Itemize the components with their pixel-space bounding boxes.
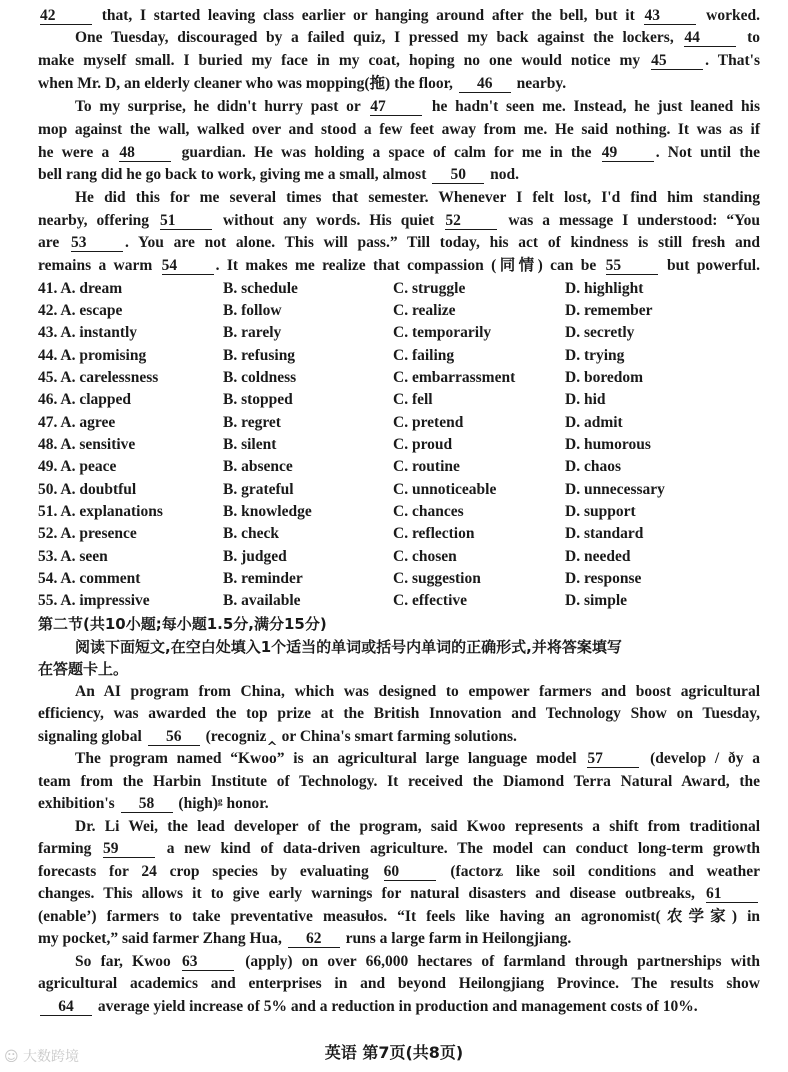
blank-60: 60: [384, 863, 436, 881]
blank-62: 62: [288, 930, 340, 948]
blank-63: 63: [182, 953, 234, 971]
section-instruction: 在答题卡上。: [38, 660, 129, 678]
watermark: ☺ 大数跨境: [4, 1049, 80, 1065]
page-footer: 英语 第7页(共8页): [324, 1043, 464, 1062]
options-row: 49. A. peace B. absence C. routine D. chaos: [38, 458, 621, 475]
blank-47: 47: [370, 98, 422, 116]
passage-line: nearby, offering 51 without any words. His quiet 52 was a message I understood: “You: [38, 212, 760, 229]
passage2-line: Dr. Li Wei, the lead developer of the program, said Kwoo represents a shift from traditional: [75, 818, 760, 835]
blank-57: 57: [587, 750, 639, 768]
options-row: 45. A. carelessness B. coldness C. embarrassment D. boredom: [38, 369, 644, 386]
blank-56: 56: [148, 728, 200, 746]
options-row: 50. A. doubtful B. grateful C. unnoticeable D. unnecessary: [38, 481, 665, 498]
passage2-line: team from the Harbin Institute of Technology. It received the Diamond Terra Natural Award, the: [38, 773, 760, 790]
passage2-line: exhibition's 58 (high)ᵍ honor.: [38, 795, 269, 812]
blank-52: 52: [445, 212, 497, 230]
blank-51: 51: [160, 212, 212, 230]
passage2-line: forecasts for 24 crop species by evaluating 60 (factorʑ like soil conditions and weather: [38, 863, 760, 880]
blank-53: 53: [71, 234, 123, 252]
options-row: 52. A. presence B. check C. reflection D. standard: [38, 525, 644, 542]
options-row: 41. A. dream B. schedule C. struggle D. highlight: [38, 280, 644, 297]
passage-line: To my surprise, he didn't hurry past or 47 he hadn't seen me. Instead, he just leaned his: [75, 98, 760, 115]
options-row: 46. A. clapped B. stopped C. fell D. hid: [38, 391, 606, 408]
blank-45: 45: [651, 52, 703, 70]
blank-48: 48: [119, 144, 171, 162]
passage2-line: The program named “Kwoo” is an agricultural large language model 57 (develop / ðy a: [75, 750, 760, 767]
passage-line: He did this for me several times that semester. Whenever I felt lost, I'd find him standing: [75, 189, 760, 206]
blank-54: 54: [162, 257, 214, 275]
blank-44: 44: [684, 29, 736, 47]
passage2-line: changes. This allows it to give early warnings for natural disasters and disease outbreaks, 61: [38, 884, 760, 904]
passage2-line: farming 59 a new kind of data-driven agriculture. The model can conduct long-term growth: [38, 840, 760, 857]
blank-59: 59: [103, 840, 155, 858]
passage2-line: (enableʼ) farmers to take preventative measułos. “It feels like having an agronomist(农学家) in: [38, 908, 760, 925]
blank-49: 49: [602, 144, 654, 162]
passage2-line: 64 average yield increase of 5% and a reduction in production and management costs of 10%.: [38, 997, 760, 1017]
blank-42: 42: [40, 7, 92, 25]
passage2-line: agricultural academics and enterprises in and beyond Heilongjiang Province. The results show: [38, 975, 760, 992]
passage2-line: So far, Kwoo 63 (apply) on over 66,000 hectares of farmland through partnerships with: [75, 953, 760, 970]
options-row: 54. A. comment B. reminder C. suggestion D. response: [38, 570, 642, 587]
passage-line: One Tuesday, discouraged by a failed quiz, I pressed my back against the lockers, 44 to: [75, 29, 760, 46]
options-row: 55. A. impressive B. available C. effective D. simple: [38, 592, 627, 609]
options-row: 42. A. escape B. follow C. realize D. remember: [38, 302, 653, 319]
options-row: 48. A. sensitive B. silent C. proud D. humorous: [38, 436, 651, 453]
blank-61: 61: [706, 885, 758, 903]
blank-43: 43: [644, 7, 696, 25]
passage2-line: my pocket,” said farmer Zhang Hua, 62 runs a large farm in Heilongjiang.: [38, 930, 572, 947]
passage-line: he were a 48 guardian. He was holding a space of calm for me in the 49 . Not until the: [38, 144, 760, 161]
passage2-line: An AI program from China, which was designed to empower farmers and boost agricultural: [75, 683, 760, 700]
section-instruction: 阅读下面短文,在空白处填入1个适当的单词或括号内单词的正确形式,并将答案填写: [75, 638, 622, 656]
section-heading: 第二节(共10小题;每小题1.5分,满分15分): [38, 615, 327, 633]
passage2-line: efficiency, was awarded the top prize at the British Innovation and Technology Show on Tuesday,: [38, 705, 760, 722]
options-row: 43. A. instantly B. rarely C. temporarily D. secretly: [38, 324, 635, 341]
passage-line: are 53 . You are not alone. This will pass.” Till today, his act of kindness is still fresh and: [38, 234, 761, 251]
blank-55: 55: [606, 257, 658, 275]
passage-line: when Mr. D, an elderly cleaner who was mopping(拖) the floor, 46 nearby.: [38, 75, 567, 92]
blank-50: 50: [432, 166, 484, 184]
blank-58: 58: [121, 795, 173, 813]
passage-line: 42 that, I started leaving class earlier or hanging around after the bell, but it 43 worked.: [40, 7, 760, 24]
options-row: 53. A. seen B. judged C. chosen D. needed: [38, 548, 631, 565]
blank-46: 46: [459, 75, 511, 93]
blank-64: 64: [40, 998, 92, 1016]
passage-line: bell rang did he go back to work, giving me a small, almost 50 nod.: [38, 166, 520, 183]
passage-line: mop against the wall, walked over and stood a few feet away from me. He said nothing. It was as if: [38, 121, 760, 138]
passage-line: make myself small. I buried my face in my coat, hoping no one would notice my 45 . That's: [38, 52, 761, 69]
options-row: 44. A. promising B. refusing C. failing D. trying: [38, 347, 625, 364]
passage2-line: signaling global 56 (recogniz‸ or China's smart farming solutions.: [38, 728, 517, 745]
options-row: 51. A. explanations B. knowledge C. chances D. support: [38, 503, 636, 520]
watermark-logo-icon: ☺: [4, 1049, 24, 1065]
passage-line: remains a warm 54 . It makes me realize that compassion (同情) can be 55 but powerful.: [38, 257, 760, 274]
options-row: 47. A. agree B. regret C. pretend D. admit: [38, 414, 623, 431]
